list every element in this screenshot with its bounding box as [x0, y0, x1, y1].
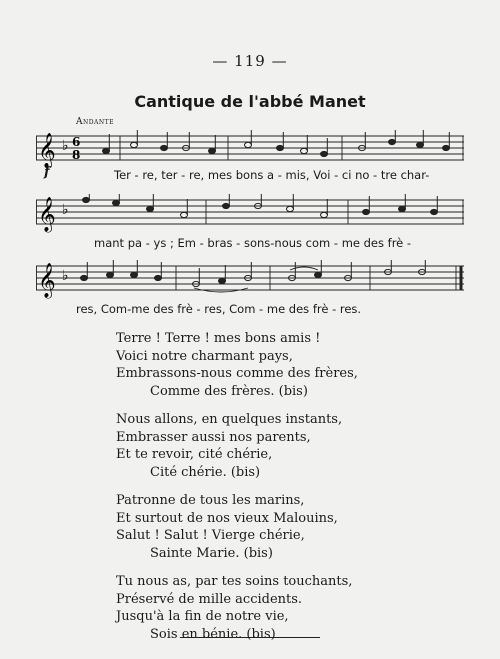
- dynamic-marking: f: [44, 165, 50, 180]
- stanza-3: [116, 492, 456, 562]
- poem-line: Embrasser aussi nos parents,: [116, 429, 311, 445]
- poem-line: Sois en bénie. (bis): [150, 626, 276, 642]
- stanza-4: [116, 573, 456, 643]
- poem-line: Et te revoir, cité chérie,: [116, 447, 273, 462]
- svg-text:𝄞: 𝄞: [38, 263, 56, 298]
- poem-line: Préservé de mille accidents.: [116, 591, 303, 607]
- notes-system-1: [103, 130, 450, 157]
- poem-line: Voici notre charmant pays,: [116, 348, 293, 364]
- time-sig-bottom: 8: [72, 148, 81, 162]
- flat-icon: ♭: [62, 138, 69, 154]
- svg-text:♭: ♭: [62, 202, 69, 218]
- stanza-1: [116, 330, 456, 400]
- poem-line: Cité chérie. (bis): [150, 464, 261, 480]
- poem-line: Embrassons-nous comme des frères,: [116, 366, 358, 381]
- end-divider: [180, 637, 320, 638]
- poem-text: [116, 330, 456, 654]
- tempo-marking: Andante: [76, 117, 115, 127]
- music-staff-2: [36, 194, 464, 234]
- song-title: Cantique de l'abbé Manet: [134, 92, 366, 111]
- music-staff-1: [36, 130, 464, 170]
- poem-line: Nous allons, en quelques instants,: [116, 412, 343, 427]
- music-staff-3: [36, 260, 464, 300]
- poem-line: Terre ! Terre ! mes bons amis !: [116, 331, 321, 346]
- poem-line: Salut ! Salut ! Vierge chérie,: [116, 528, 305, 543]
- poem-line: Et surtout de nos vieux Malouins,: [116, 510, 338, 526]
- svg-text:♭: ♭: [62, 268, 69, 284]
- poem-line: Patronne de tous les marins,: [116, 493, 305, 508]
- lyrics-system-3: res, Com-me des frè - res, Com - me des frè - res.: [76, 302, 362, 316]
- poem-line: Comme des frères. (bis): [150, 383, 308, 399]
- treble-clef-icon: 𝄞: [38, 133, 56, 168]
- poem-line: Sainte Marie. (bis): [150, 545, 273, 561]
- notes-system-3: [81, 260, 426, 287]
- lyrics-system-2: mant pa - ys ; Em - bras - sons-nous com - me des frè -: [94, 236, 412, 250]
- poem-line: Tu nous as, par tes soins touchants,: [116, 574, 353, 589]
- poem-line: Jusqu'à la fin de notre vie,: [116, 609, 289, 624]
- svg-text:𝄞: 𝄞: [38, 197, 56, 232]
- time-sig-top: 6: [72, 135, 81, 149]
- page-number: — 119 —: [212, 52, 288, 70]
- lyrics-system-1: Ter - re, ter - re, mes bons a - mis, Voi - ci no - tre char-: [114, 168, 430, 182]
- stanza-2: [116, 411, 456, 481]
